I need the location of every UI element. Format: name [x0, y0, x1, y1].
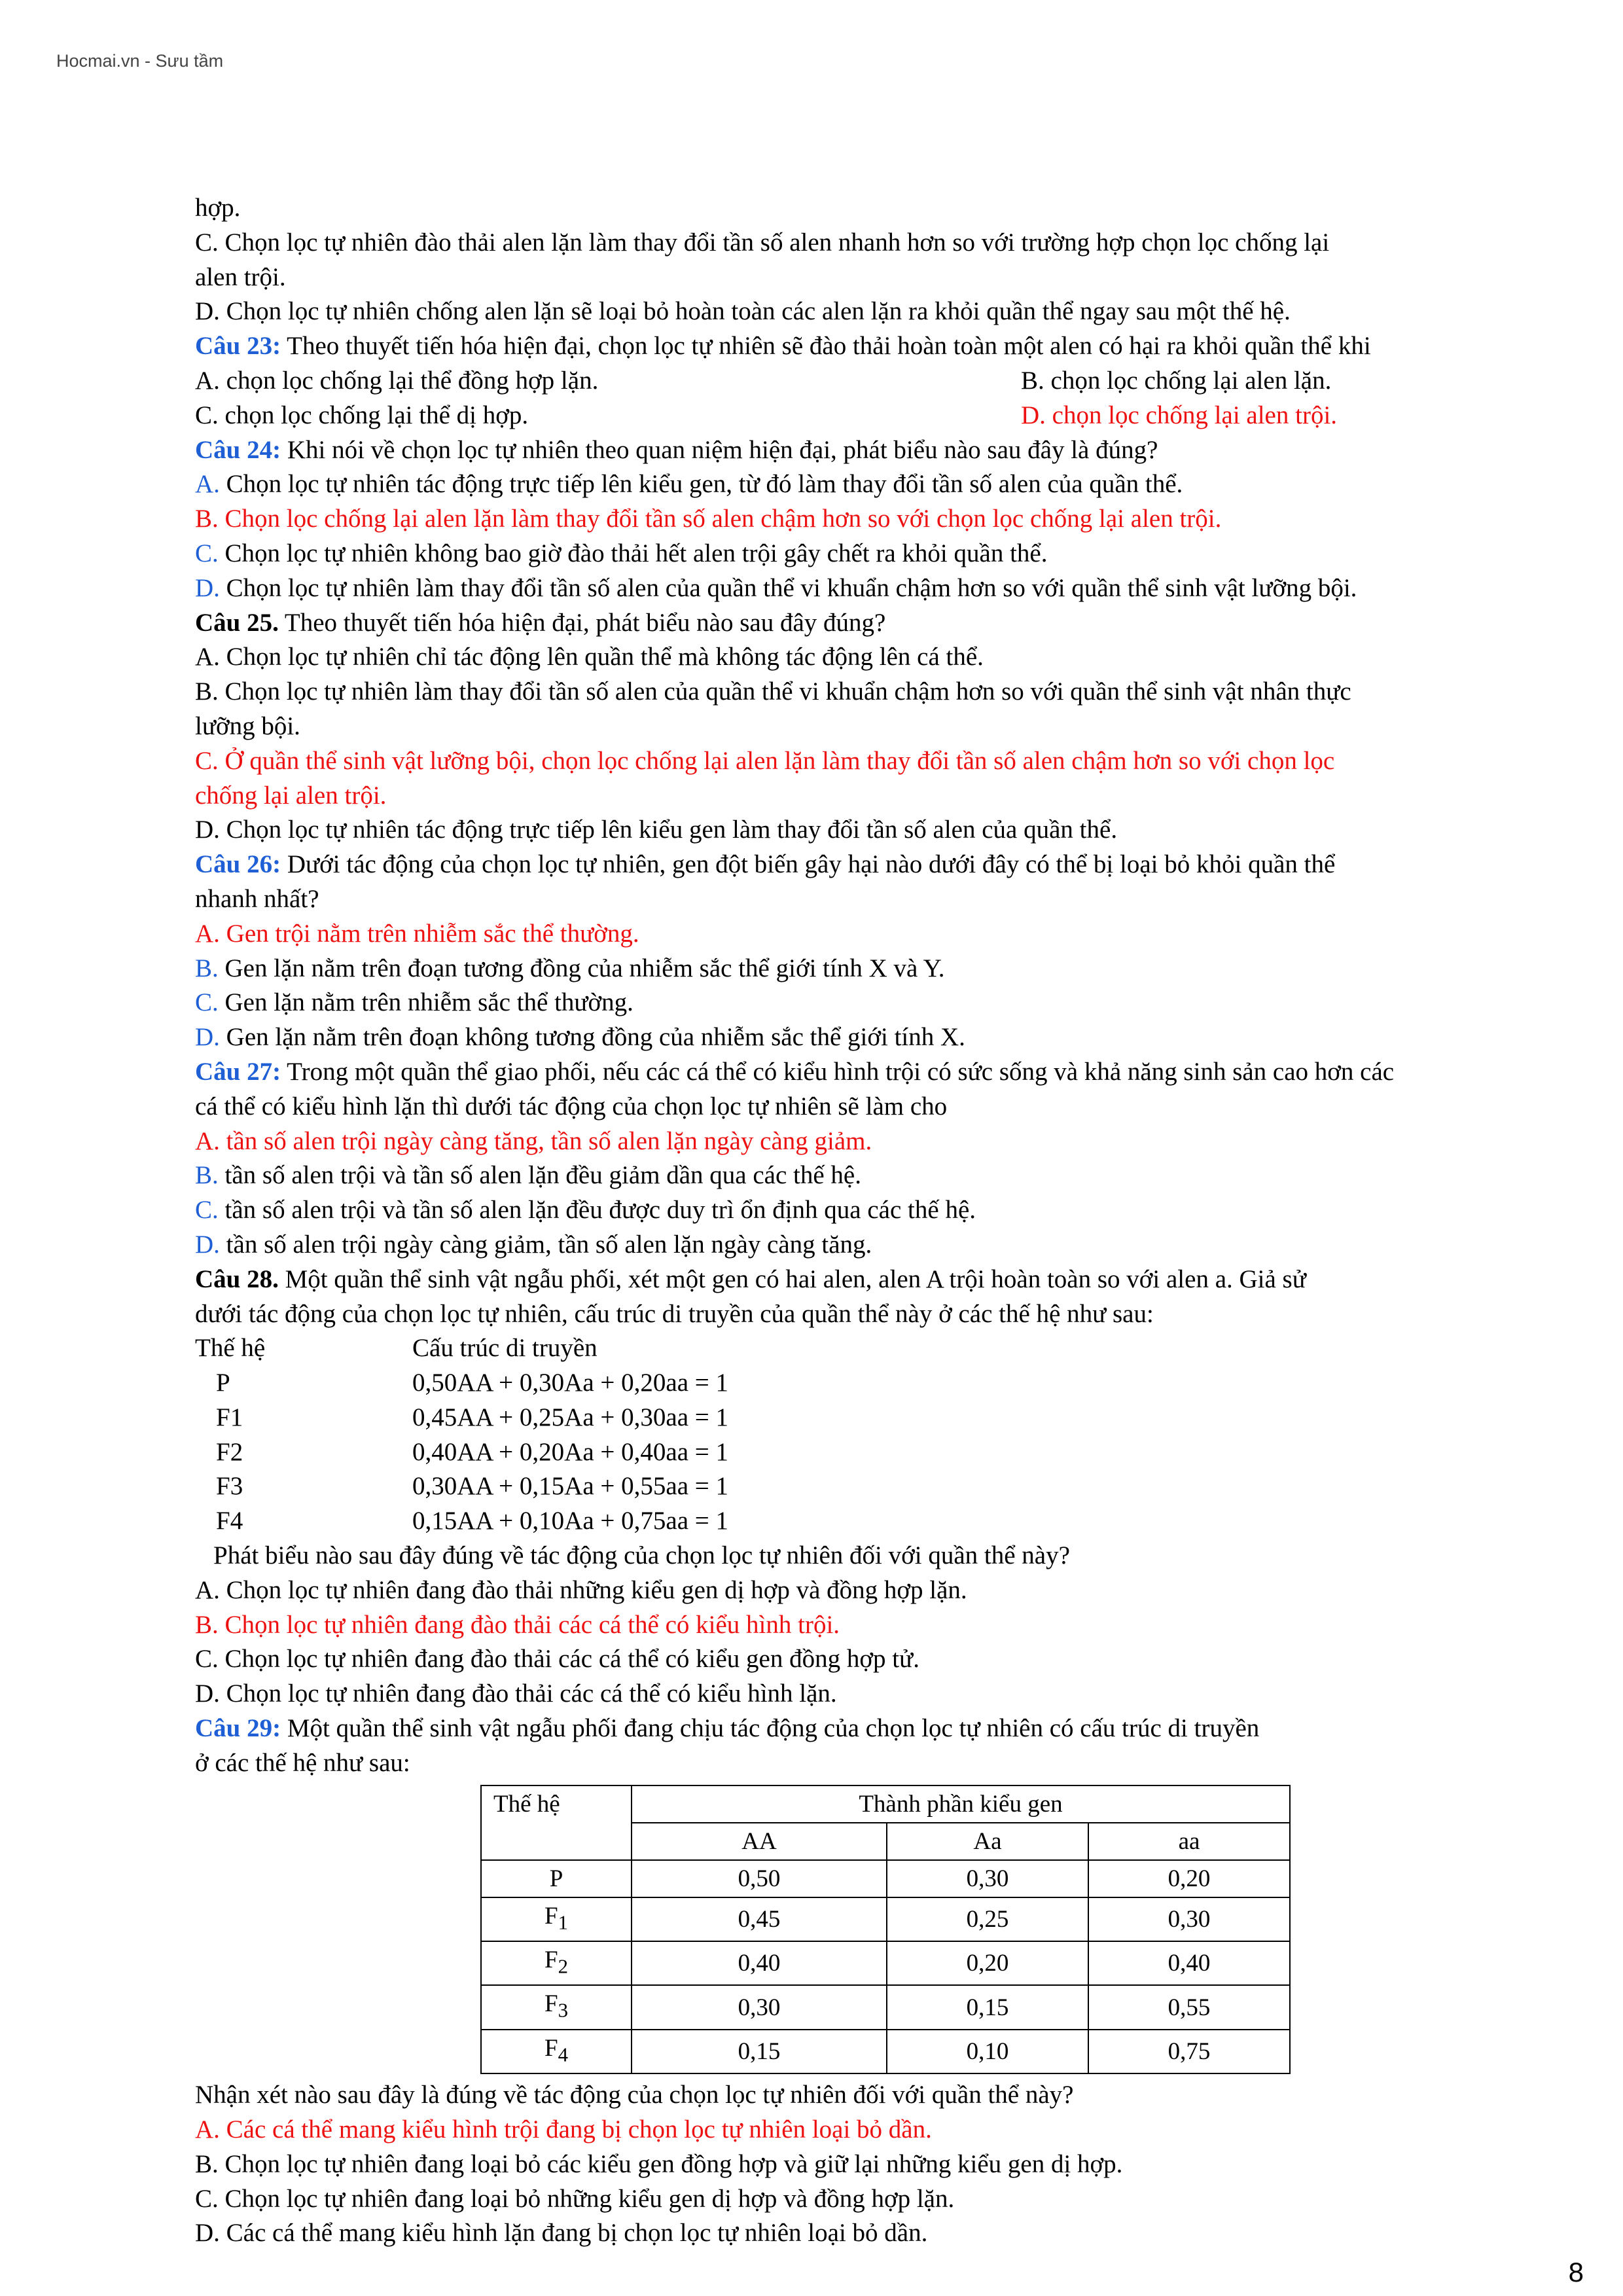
table-cell-gen: P: [481, 1860, 632, 1897]
option-letter: D.: [195, 1023, 220, 1052]
question-text: Khi nói về chọn lọc tự nhiên theo quan niệm hiện đại, phát biểu nào sau đây là đúng?: [281, 435, 1158, 464]
question-text: Một quần thể sinh vật ngẫu phối đang chịu tác động của chọn lọc tự nhiên có cấu trúc di truyền: [281, 1714, 1260, 1743]
col-header: Thế hệ: [195, 1334, 266, 1363]
table-cell: 0,30: [632, 1985, 887, 2029]
table-row: [481, 1985, 1290, 2029]
option-b: [195, 1158, 1589, 1193]
option-c-answer: C. Ở quần thể sinh vật lưỡng bội, chọn lọc chống lại alen lặn làm thay đổi tần số alen chậm hơn so với chọn lọc: [195, 746, 1335, 775]
table-header-AA: AA: [632, 1823, 887, 1860]
option-text: Gen lặn nằm trên đoạn tương đồng của nhiễm sắc thể giới tính X và Y.: [218, 954, 945, 982]
table-cell: 0,50: [632, 1860, 887, 1897]
structure: 0,45AA + 0,25Aa + 0,30aa = 1: [412, 1403, 729, 1431]
option-letter: C.: [195, 988, 219, 1017]
option-c: C. chọn lọc chống lại thể dị hợp.: [195, 401, 529, 429]
question-26: [195, 848, 1589, 882]
question-25: [195, 606, 1589, 641]
question-label: Câu 29:: [195, 1714, 281, 1743]
option-text: tần số alen trội và tần số alen lặn đều giảm dần qua các thế hệ.: [218, 1161, 861, 1190]
question-29: [195, 1712, 1589, 1746]
options-row: [195, 364, 1589, 399]
option-a: [195, 467, 1589, 502]
table-cell-gen: $F_1$: [481, 1897, 632, 1941]
option-d: [195, 1228, 1589, 1263]
option-c: C. Chọn lọc tự nhiên đang loại bỏ những kiểu gen dị hợp và đồng hợp lặn.: [195, 2184, 955, 2213]
option-a-answer: A. Gen trội nằm trên nhiễm sắc thể thường.: [195, 919, 639, 948]
question-label: Câu 23:: [195, 332, 281, 361]
question-label: Câu 25.: [195, 608, 279, 637]
table-row: [481, 1860, 1290, 1897]
option-b-answer: B. Chọn lọc tự nhiên đang đào thải các cá thể có kiểu hình trội.: [195, 1610, 840, 1639]
structure: 0,15AA + 0,10Aa + 0,75aa = 1: [412, 1507, 729, 1535]
table-cell: 0,20: [887, 1941, 1088, 1985]
question-text: Theo thuyết tiến hóa hiện đại, phát biểu nào sau đây đúng?: [278, 608, 886, 637]
table-cell: 0,15: [887, 1985, 1088, 2029]
option-c-answer-cont: chống lại alen trội.: [195, 781, 387, 810]
table-cell-gen: $F_3$: [481, 1985, 632, 2029]
table-cell: 0,30: [1088, 1897, 1290, 1941]
question-23: [195, 329, 1589, 364]
table-header-Aa: Aa: [887, 1823, 1088, 1860]
question-text-cont: dưới tác động của chọn lọc tự nhiên, cấu trúc di truyền của quần thể này ở các thế hệ như sau:: [195, 1299, 1154, 1328]
generation: F4: [216, 1507, 243, 1535]
option-letter: A.: [195, 470, 220, 499]
option-d: D. Chọn lọc tự nhiên tác động trực tiếp lên kiểu gen làm thay đổi tần số alen của quần thể.: [195, 816, 1118, 844]
option-a-answer: A. tần số alen trội ngày càng tăng, tần số alen lặn ngày càng giảm.: [195, 1126, 872, 1155]
option-c: [195, 986, 1589, 1020]
table-cell-gen: $F_4$: [481, 2030, 632, 2073]
option-a: A. chọn lọc chống lại thể đồng hợp lặn.: [195, 366, 599, 395]
option-c: [195, 537, 1589, 571]
table-cell: 0,20: [1088, 1860, 1290, 1897]
options-row: [195, 399, 1589, 433]
structure: 0,40AA + 0,20Aa + 0,40aa = 1: [412, 1437, 729, 1466]
table-cell: 0,25: [887, 1897, 1088, 1941]
option-text: Chọn lọc tự nhiên tác động trực tiếp lên kiểu gen, từ đó làm thay đổi tần số alen của quần thể.: [219, 470, 1183, 499]
generation: F3: [216, 1472, 243, 1501]
question-text-cont: ở các thế hệ như sau:: [195, 1748, 410, 1777]
option-d: D. Chọn lọc tự nhiên đang đào thải các cá thể có kiểu hình lặn.: [195, 1679, 837, 1708]
table-cell: 0,15: [632, 2030, 887, 2073]
option-letter: D.: [195, 573, 220, 602]
option-a: A. Chọn lọc tự nhiên chỉ tác động lên quần thể mà không tác động lên cá thể.: [195, 643, 984, 672]
option-a-answer: A. Các cá thể mang kiểu hình trội đang bị chọn lọc tự nhiên loại bỏ dần.: [195, 2115, 932, 2144]
option-d: D. Các cá thể mang kiểu hình lặn đang bị chọn lọc tự nhiên loại bỏ dần.: [195, 2219, 928, 2248]
generation: F1: [216, 1403, 243, 1431]
option-letter: B.: [195, 954, 219, 982]
page-header: Hocmai.vn - Sưu tầm: [56, 51, 224, 71]
table-cell: 0,40: [632, 1941, 887, 1985]
text-line: D. Chọn lọc tự nhiên chống alen lặn sẽ loại bỏ hoàn toàn các alen lặn ra khỏi quần thể ngay sau một thế hệ.: [195, 297, 1291, 326]
question-text-cont: nhanh nhất?: [195, 884, 319, 913]
table-header-composition: Thành phần kiểu gen: [632, 1785, 1290, 1823]
question-text: Một quần thể sinh vật ngẫu phối, xét một gen có hai alen, alen A trội hoàn toàn so với alen a. Giả sử: [278, 1265, 1306, 1293]
question-24: [195, 433, 1589, 468]
option-b: B. Chọn lọc tự nhiên đang loại bỏ các kiểu gen đồng hợp và giữ lại những kiểu gen dị hợp.: [195, 2149, 1123, 2178]
table-cell: 0,75: [1088, 2030, 1290, 2073]
table-header-generation: Thế hệ: [481, 1785, 632, 1860]
option-d-answer: D. chọn lọc chống lại alen trội.: [1021, 401, 1338, 429]
option-b: [195, 952, 1589, 986]
structure-row: [195, 1469, 1589, 1504]
option-c: C. Chọn lọc tự nhiên đang đào thải các cá thể có kiểu gen đồng hợp tử.: [195, 1645, 919, 1674]
text-line: C. Chọn lọc tự nhiên đào thải alen lặn làm thay đổi tần số alen nhanh hơn so với trường hợp chọn lọc chống lại: [195, 228, 1330, 257]
table-row: [481, 1897, 1290, 1941]
option-letter: C.: [195, 1196, 219, 1225]
structure: 0,50AA + 0,30Aa + 0,20aa = 1: [412, 1369, 729, 1397]
question-label: Câu 24:: [195, 435, 281, 464]
structure-row: [195, 1401, 1589, 1435]
question-text: Theo thuyết tiến hóa hiện đại, chọn lọc tự nhiên sẽ đào thải hoàn toàn một alen có hại ra khỏi quần thể khi: [281, 332, 1371, 361]
table-cell: 0,30: [887, 1860, 1088, 1897]
option-text: Chọn lọc tự nhiên làm thay đổi tần số alen của quần thể vi khuẩn chậm hơn so với quần thể sinh vật lưỡng bội.: [219, 573, 1357, 602]
question-prompt: Nhận xét nào sau đây là đúng về tác động của chọn lọc tự nhiên đối với quần thể này?: [195, 2081, 1074, 2109]
option-b: B. Chọn lọc tự nhiên làm thay đổi tần số alen của quần thể vi khuẩn chậm hơn so với quần thể sinh vật nhân thực: [195, 677, 1351, 706]
structure-header: [195, 1331, 1589, 1366]
generation: P: [216, 1369, 230, 1397]
option-letter: C.: [195, 539, 219, 567]
table-cell: 0,45: [632, 1897, 887, 1941]
option-b: B. chọn lọc chống lại alen lặn.: [1021, 366, 1332, 395]
option-c: [195, 1193, 1589, 1228]
question-28: [195, 1263, 1589, 1297]
option-text: Chọn lọc tự nhiên không bao giờ đào thải hết alen trội gây chết ra khỏi quần thể.: [218, 539, 1048, 567]
question-label: Câu 28.: [195, 1265, 279, 1293]
question-27: [195, 1055, 1589, 1090]
table-row: [481, 2030, 1290, 2073]
option-letter: B.: [195, 1161, 219, 1190]
structure-row: [195, 1435, 1589, 1470]
document-body: [195, 191, 1589, 2251]
table-cell: 0,10: [887, 2030, 1088, 2073]
question-text-cont: cá thể có kiểu hình lặn thì dưới tác động của chọn lọc tự nhiên sẽ làm cho: [195, 1092, 948, 1121]
genotype-table: [480, 1785, 1291, 2075]
option-b-answer: B. Chọn lọc chống lại alen lặn làm thay đổi tần số alen chậm hơn so với chọn lọc chống lại alen trội.: [195, 505, 1222, 533]
option-letter: D.: [195, 1230, 220, 1259]
structure-row: [195, 1504, 1589, 1539]
option-text: tần số alen trội và tần số alen lặn đều được duy trì ổn định qua các thế hệ.: [218, 1196, 976, 1225]
structure: 0,30AA + 0,15Aa + 0,55aa = 1: [412, 1472, 729, 1501]
option-d: [195, 571, 1589, 606]
option-b-cont: lưỡng bội.: [195, 711, 300, 740]
option-text: Gen lặn nằm trên nhiễm sắc thể thường.: [218, 988, 633, 1017]
structure-row: [195, 1366, 1589, 1401]
col-header: Cấu trúc di truyền: [412, 1334, 597, 1363]
question-text: Trong một quần thể giao phối, nếu các cá thể có kiểu hình trội có sức sống và khả năng sinh sản cao hơn các: [281, 1057, 1395, 1086]
generation: F2: [216, 1437, 243, 1466]
table-header-aa: aa: [1088, 1823, 1290, 1860]
table-row: [481, 1941, 1290, 1985]
text-line: hợp.: [195, 194, 241, 222]
table-cell: 0,55: [1088, 1985, 1290, 2029]
table-cell-gen: $F_2$: [481, 1941, 632, 1985]
page-number: 8: [1568, 2257, 1584, 2287]
genotype-table-wrap: [480, 1785, 1589, 2075]
question-label: Câu 26:: [195, 850, 281, 879]
question-label: Câu 27:: [195, 1057, 281, 1086]
option-text: tần số alen trội ngày càng giảm, tần số alen lặn ngày càng tăng.: [219, 1230, 872, 1259]
question-text: Dưới tác động của chọn lọc tự nhiên, gen đột biến gây hại nào dưới đây có thể bị loại bỏ khỏi quần thể: [281, 850, 1336, 879]
question-prompt: Phát biểu nào sau đây đúng về tác động của chọn lọc tự nhiên đối với quần thể này?: [213, 1541, 1070, 1570]
text-line: alen trội.: [195, 262, 286, 291]
option-text: Gen lặn nằm trên đoạn không tương đồng của nhiễm sắc thể giới tính X.: [219, 1023, 965, 1052]
option-a: A. Chọn lọc tự nhiên đang đào thải những kiểu gen dị hợp và đồng hợp lặn.: [195, 1575, 967, 1604]
option-d: [195, 1020, 1589, 1055]
table-cell: 0,40: [1088, 1941, 1290, 1985]
